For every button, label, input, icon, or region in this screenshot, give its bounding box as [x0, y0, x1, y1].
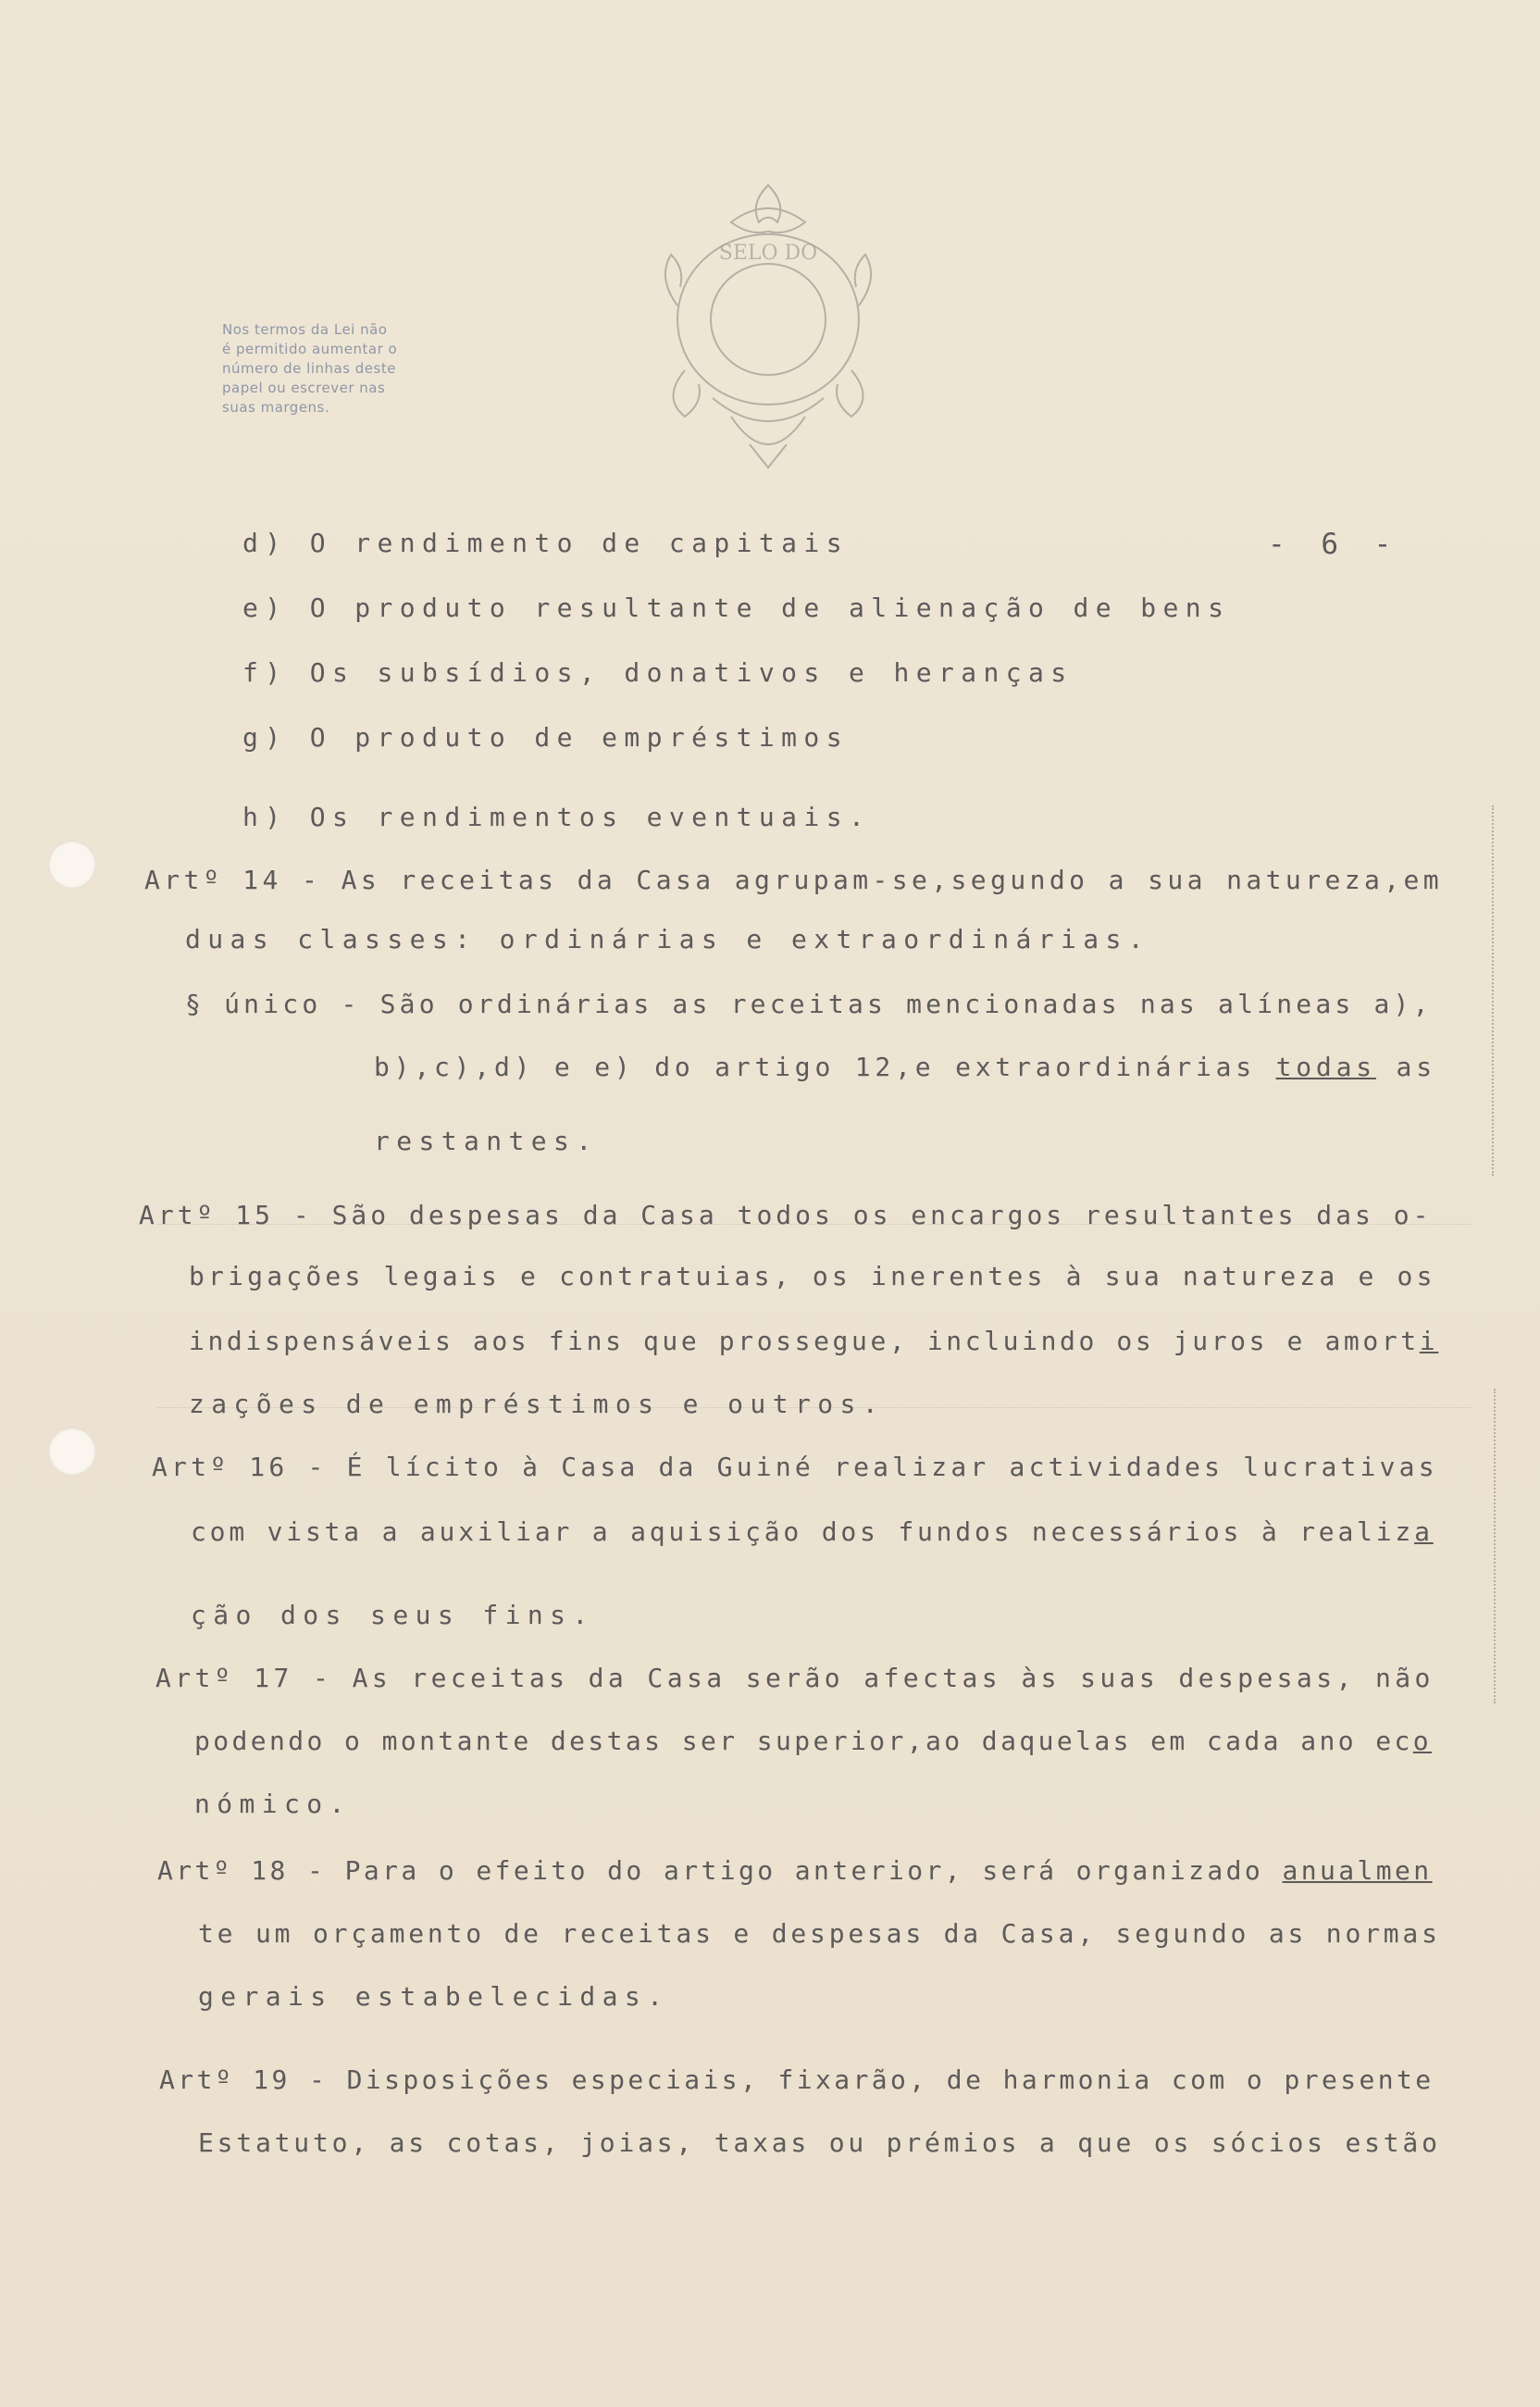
article-18-line — [198, 1918, 1441, 1949]
item-g-text: g) O produto de empréstimos — [242, 722, 849, 753]
article-15-text: zações de empréstimos e outros. — [189, 1389, 885, 1419]
article-16-text: ção dos seus fins. — [191, 1600, 595, 1630]
article-14-paragraph-text: as — [1375, 1052, 1436, 1082]
article-16-text: com vista a auxiliar a aquisição dos fundos necessários à realiz — [191, 1516, 1415, 1547]
article-15-text: indispensáveis aos fins que prossegue, incluindo os juros e amort — [189, 1326, 1420, 1356]
article-17-text: nómico. — [194, 1789, 352, 1819]
hyphen-underscore: i — [1419, 1326, 1439, 1356]
article-19-text: Artº 19 - Disposições especiais, fixarão, de harmonia com o presente — [159, 2064, 1434, 2095]
article-14-line — [144, 865, 1443, 895]
stamp-notice-line: número de linhas deste — [222, 360, 396, 377]
stamp-notice-line: é permitido aumentar o — [222, 341, 398, 357]
item-e — [242, 592, 1230, 623]
underlined-word: anualmen — [1282, 1855, 1433, 1886]
item-h — [242, 802, 871, 832]
item-f — [242, 657, 1074, 688]
article-15-line — [189, 1261, 1436, 1291]
article-18-text: gerais estabelecidas. — [198, 1981, 670, 2012]
stamp-notice — [222, 320, 463, 418]
article-15-line — [189, 1389, 885, 1419]
item-d — [242, 528, 849, 558]
article-19-text: Estatuto, as cotas, joias, taxas ou prémios a que os sócios estão — [198, 2127, 1441, 2158]
margin-line — [1492, 805, 1494, 1176]
article-14-text: duas classes: ordinárias e extraordinárias. — [185, 924, 1151, 954]
stamp-notice-line: suas margens. — [222, 399, 330, 416]
article-14-paragraph — [374, 1126, 599, 1156]
item-h-text: h) Os rendimentos eventuais. — [242, 802, 872, 832]
article-17-line — [194, 1726, 1432, 1756]
article-17-line — [194, 1789, 352, 1819]
article-15-text: brigações legais e contratuias, os inerentes à sua natureza e os — [189, 1261, 1436, 1291]
punch-hole — [48, 841, 96, 889]
article-19-line — [198, 2127, 1441, 2158]
stamp-notice-line: Nos termos da Lei não — [222, 321, 388, 338]
article-18-line — [157, 1855, 1433, 1886]
seal-text: SELO DO — [718, 242, 818, 265]
article-14-text: Artº 14 - As receitas da Casa agrupam-se,segundo a sua natureza,em — [144, 865, 1443, 895]
article-16-text: Artº 16 - É lícito à Casa da Guiné realizar actividades lucrativas — [152, 1452, 1438, 1482]
article-16-line — [191, 1600, 595, 1630]
hyphen-underscore: a — [1414, 1516, 1434, 1547]
article-14-paragraph — [185, 989, 1433, 1019]
article-17-text: Artº 17 - As receitas da Casa serão afectas às suas despesas, não — [155, 1663, 1434, 1693]
article-18-text: te um orçamento de receitas e despesas da Casa, segundo as normas — [198, 1918, 1441, 1949]
article-15-line — [139, 1200, 1432, 1230]
article-18-line — [198, 1981, 669, 2012]
article-16-line — [191, 1516, 1434, 1547]
article-14-paragraph-text: § único - São ordinárias as receitas mencionadas nas alíneas a), — [185, 989, 1433, 1019]
article-17-line — [155, 1663, 1434, 1693]
article-19-line — [159, 2064, 1434, 2095]
underlined-word: todas — [1275, 1052, 1376, 1082]
hyphen-underscore: o — [1412, 1726, 1432, 1756]
official-seal-emblem — [629, 167, 907, 481]
article-15-line — [189, 1326, 1438, 1356]
article-18-text: Artº 18 - Para o efeito do artigo anterior, será organizado — [157, 1855, 1283, 1886]
margin-line — [1494, 1389, 1496, 1703]
stamp-notice-line: papel ou escrever nas — [222, 380, 386, 396]
article-14-paragraph-text: restantes. — [374, 1126, 599, 1156]
article-15-text: Artº 15 - São despesas da Casa todos os encargos resultantes das o- — [139, 1200, 1433, 1230]
item-f-text: f) Os subsídios, donativos e heranças — [242, 657, 1074, 688]
item-d-text: d) O rendimento de capitais — [242, 528, 849, 558]
article-14-paragraph-text: b),c),d) e e) do artigo 12,e extraordinárias — [374, 1052, 1276, 1082]
item-g — [242, 722, 849, 753]
page-number: - 6 - — [1268, 528, 1401, 561]
item-e-text: e) O produto resultante de alienação de bens — [242, 592, 1231, 623]
article-17-text: podendo o montante destas ser superior,ao daquelas em cada ano ec — [194, 1726, 1413, 1756]
punch-hole — [48, 1428, 96, 1476]
article-14-line — [185, 924, 1150, 954]
article-16-line — [152, 1452, 1438, 1482]
article-14-paragraph — [374, 1052, 1436, 1082]
